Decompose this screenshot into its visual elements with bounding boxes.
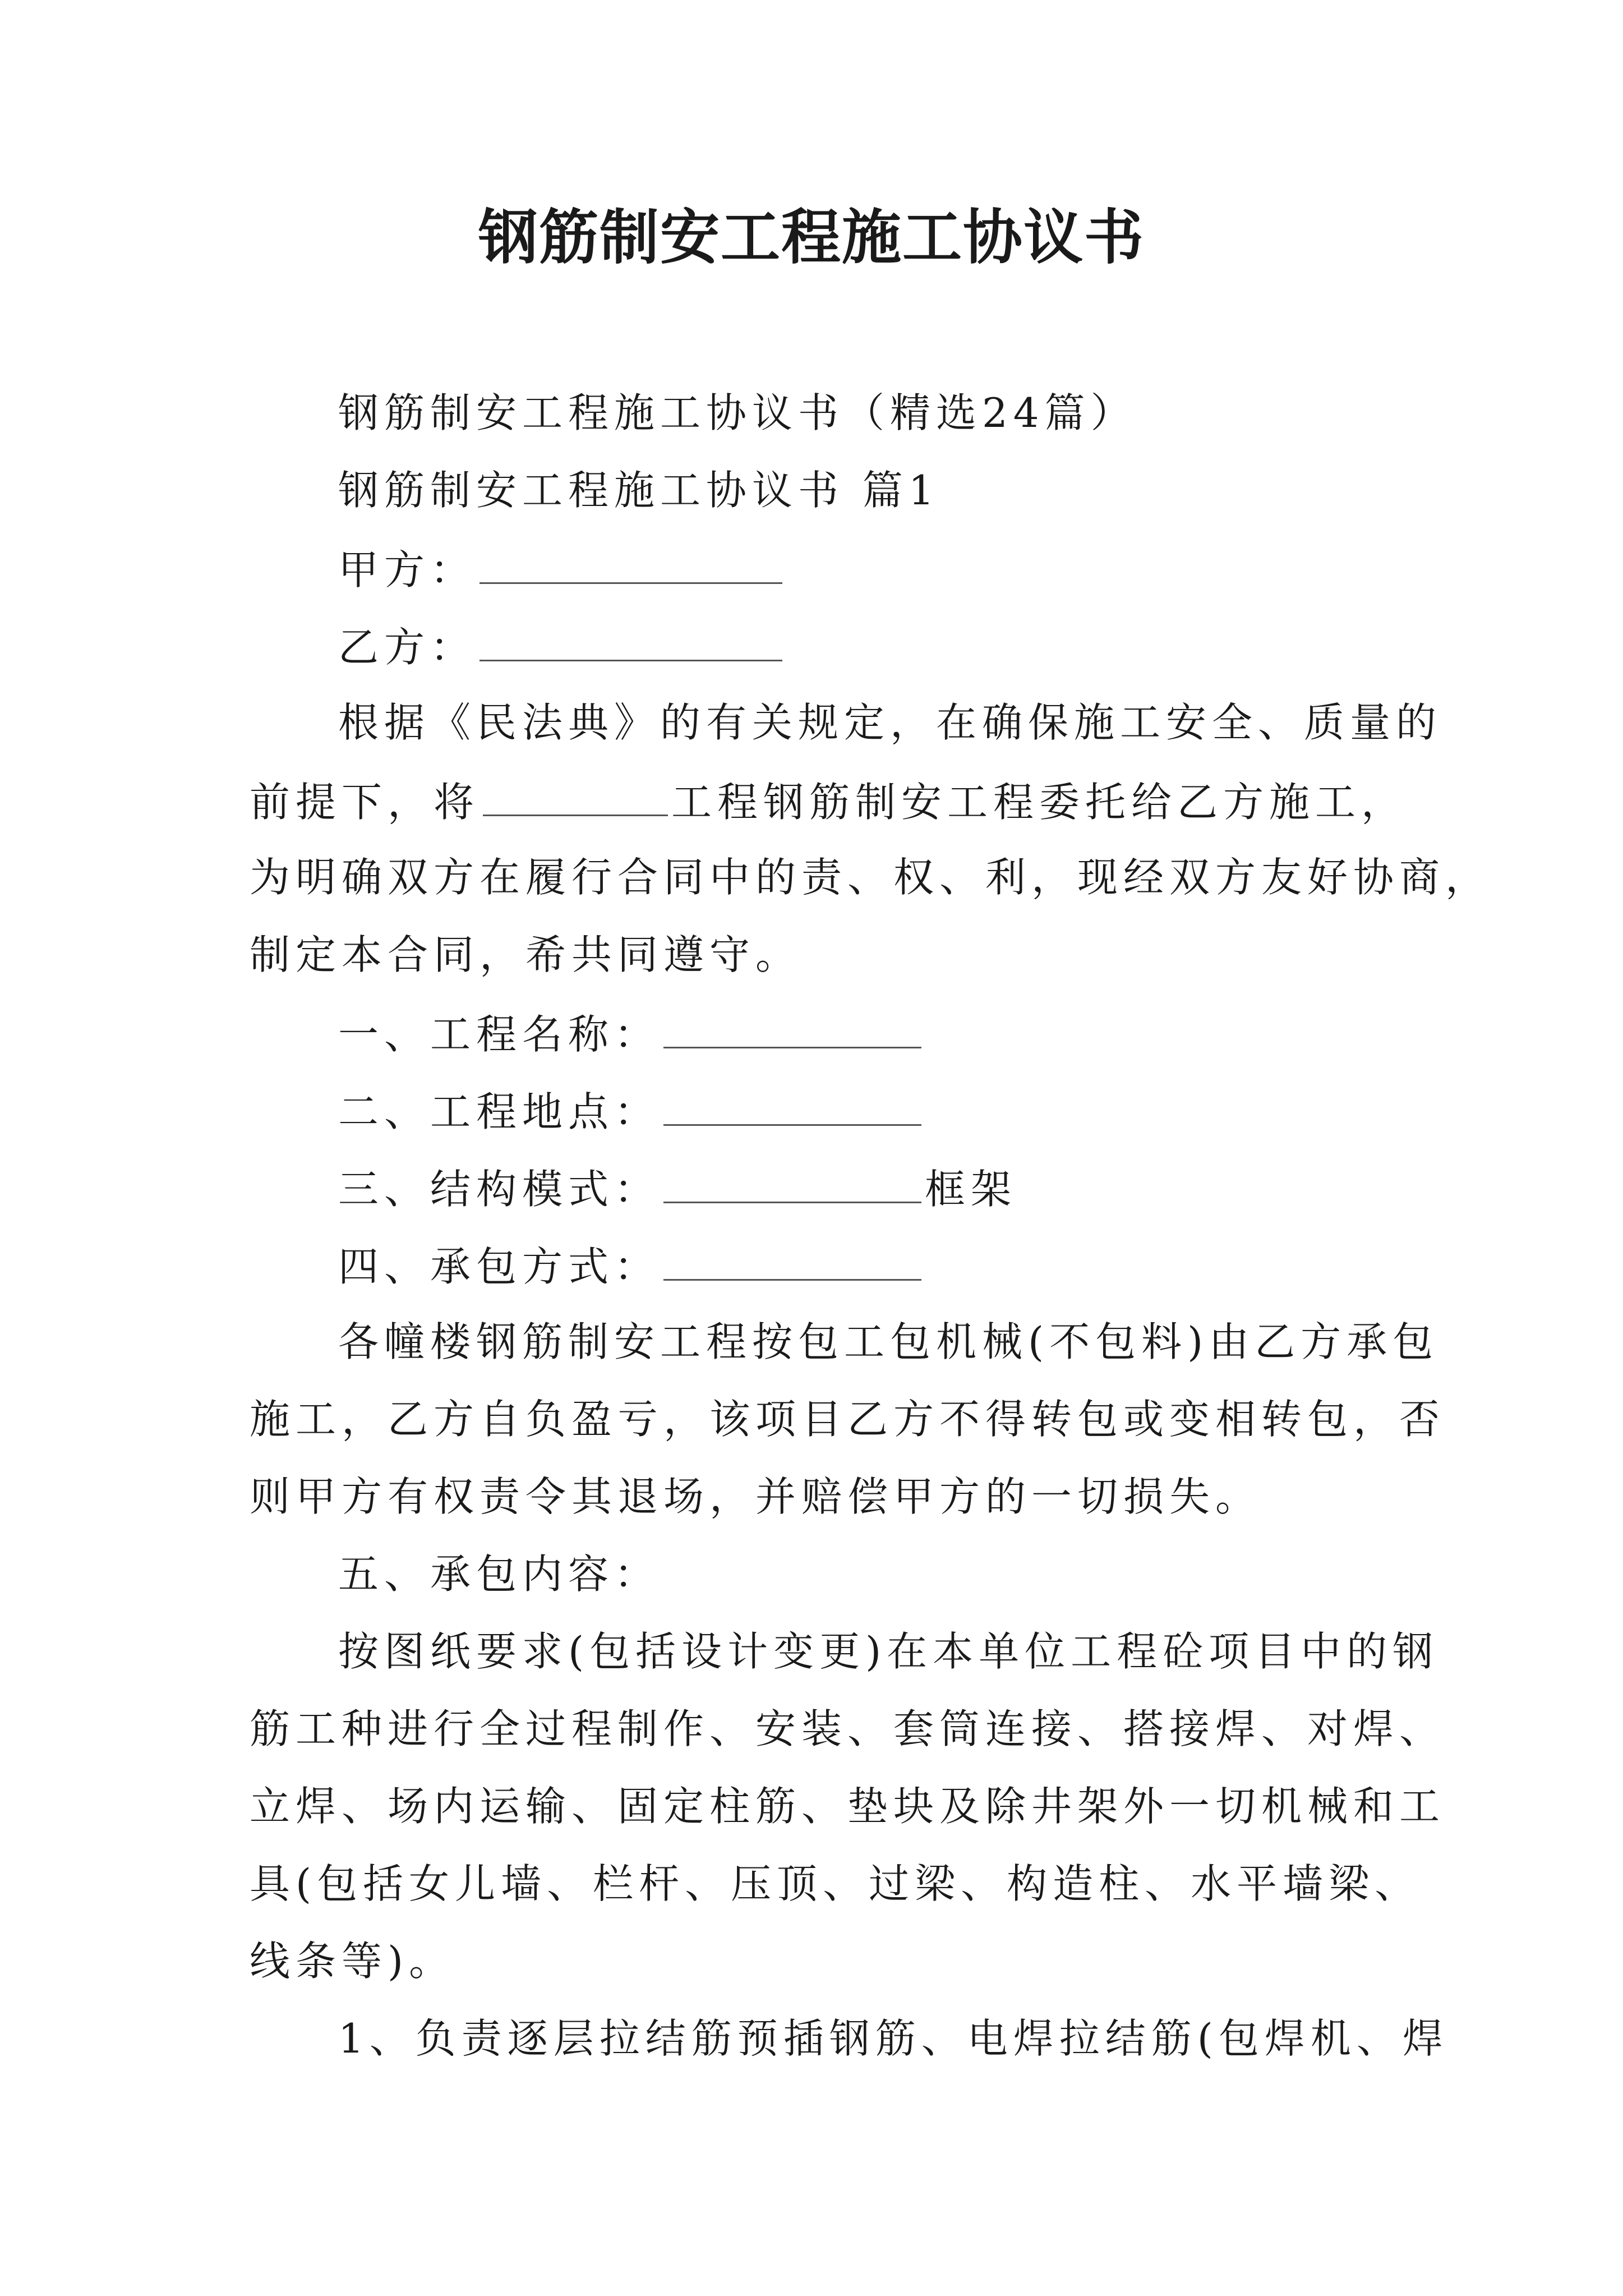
para2-line1: 各幢楼钢筋制安工程按包工包机械(不包料)由乙方承包 — [338, 1318, 1439, 1365]
item4-line — [338, 1243, 925, 1290]
para3-line3: 立焊、场内运输、固定柱筋、垫块及除井架外一切机械和工 — [250, 1783, 1446, 1830]
para4-line1: 1、负责逐层拉结筋预插钢筋、电焊拉结筋(包焊机、焊 — [338, 2015, 1449, 2062]
item2-label: 二、工程地点： — [338, 1088, 661, 1135]
para3-line5: 线条等)。 — [250, 1938, 455, 1985]
document-title: 钢筋制安工程施工协议书 — [478, 202, 1145, 272]
item3-label: 三、结构模式： — [338, 1166, 661, 1213]
para1-line2-before: 前提下，将 — [250, 779, 480, 826]
para1-line2-after: 工程钢筋制安工程委托给乙方施工， — [671, 779, 1408, 826]
para2-line3: 则甲方有权责令其退场，并赔偿甲方的一切损失。 — [250, 1473, 1262, 1520]
item2-blank — [663, 1089, 921, 1126]
project-blank — [483, 780, 668, 816]
item3-line — [338, 1166, 1017, 1213]
para1-line3: 为明确双方在履行合同中的责、权、利，现经双方友好协商， — [250, 854, 1492, 901]
item2-line — [338, 1088, 925, 1135]
item1-line — [338, 1011, 925, 1058]
party-a-blank — [479, 547, 782, 584]
party-b-blank — [479, 625, 782, 661]
party-a-line — [338, 546, 786, 593]
para3-line4: 具(包括女儿墙、栏杆、压顶、过梁、构造柱、水平墙梁、 — [250, 1860, 1421, 1907]
item4-blank — [663, 1244, 921, 1281]
item4-label: 四、承包方式： — [338, 1243, 661, 1290]
document-subtitle: 钢筋制安工程施工协议书（精选24篇） — [338, 389, 1137, 436]
para3-line1: 按图纸要求(包括设计变更)在本单位工程砼项目中的钢 — [338, 1628, 1439, 1675]
para2-line2: 施工，乙方自负盈亏，该项目乙方不得转包或变相转包，否 — [250, 1396, 1446, 1443]
item3-blank — [663, 1167, 921, 1203]
item1-label: 一、工程名称： — [338, 1011, 661, 1058]
party-b-label: 乙方： — [338, 624, 477, 671]
item1-blank — [663, 1012, 921, 1048]
section-heading: 钢筋制安工程施工协议书 篇1 — [338, 467, 940, 514]
para1-line2 — [250, 779, 1408, 826]
item5-label: 五、承包内容： — [338, 1550, 661, 1598]
party-b-line — [338, 624, 786, 671]
para3-line2: 筋工种进行全过程制作、安装、套筒连接、搭接焊、对焊、 — [250, 1705, 1446, 1752]
para1-line4: 制定本合同，希共同遵守。 — [250, 931, 802, 978]
item3-suffix: 框架 — [925, 1166, 1017, 1213]
para1-line1: 根据《民法典》的有关规定，在确保施工安全、质量的 — [338, 699, 1442, 746]
party-a-label: 甲方： — [338, 546, 477, 593]
